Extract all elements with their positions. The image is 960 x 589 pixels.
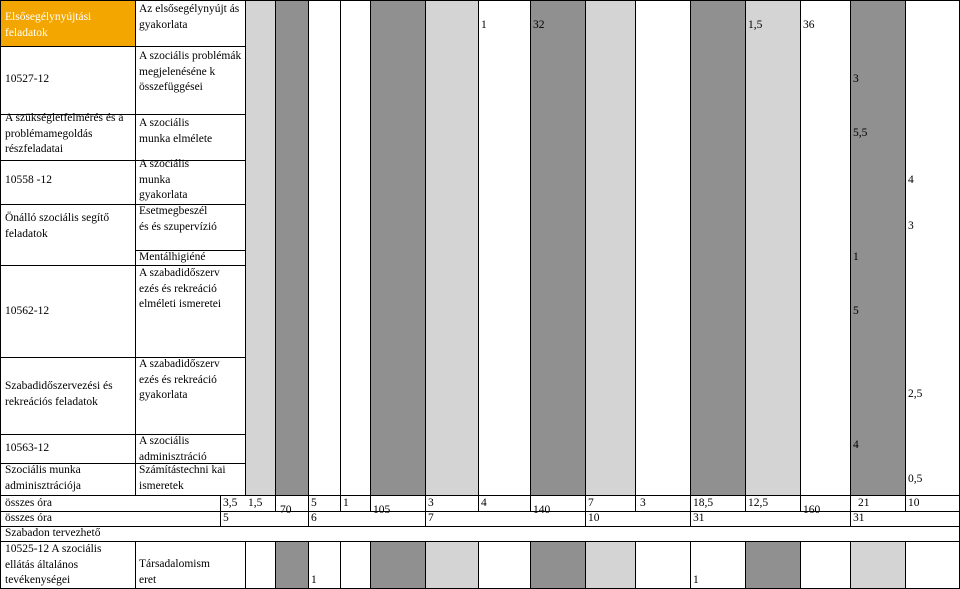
shade-col: [370, 541, 425, 589]
sum-value: 10: [588, 512, 600, 524]
subject-cell: A szabadidőszerv ezés és rekreáció gyakorlata: [139, 358, 220, 401]
module-code: 10563-12: [5, 442, 50, 454]
sum-value: 7: [588, 497, 594, 509]
module-cell: Szociális munka adminisztrációja: [5, 464, 81, 492]
value-cell: 3: [908, 220, 914, 232]
sum-value: 31: [853, 512, 865, 524]
sum-value: 140: [533, 504, 551, 516]
subject-cell: Az elsősegélynyújt ás gyakorlata: [139, 3, 240, 31]
value-cell: 1: [481, 19, 487, 31]
shade-col: [275, 541, 308, 589]
module-cell: Elsősegélynyújtási feladatok: [5, 11, 92, 39]
subject-cell: A szociális munka elmélete: [139, 117, 213, 145]
sum-value: 7: [428, 512, 434, 524]
sum-value: 31: [693, 512, 705, 524]
sum-value: 5: [223, 512, 229, 524]
shade-col: [745, 0, 800, 495]
value-cell: 1,5: [748, 19, 763, 31]
subject-cell: A szabadidőszerv ezés és rekreáció elméleti ismeretei: [139, 267, 222, 310]
value-cell: 4: [908, 174, 914, 186]
sum-label: összes óra: [5, 497, 52, 509]
sum-value: 6: [311, 512, 317, 524]
value-cell: 3: [853, 73, 859, 85]
sum-value: 1: [343, 497, 349, 509]
shade-col: [690, 0, 745, 495]
subject-cell: Számítástechni kai ismeretek: [139, 464, 226, 492]
sum-value: 4: [481, 497, 487, 509]
section-label: Szabadon tervezhető: [5, 527, 101, 539]
subject-cell: Társadalomism eret: [139, 558, 210, 586]
value-cell: 32: [533, 19, 545, 31]
shade-col: [745, 541, 800, 589]
shade-col: [850, 541, 905, 589]
shade-col: [530, 0, 585, 495]
value-cell: 1: [693, 574, 699, 586]
module-code: 10527-12: [5, 73, 50, 85]
sum-value: 160: [803, 504, 821, 516]
value-cell: 1: [311, 574, 317, 586]
module-cell: Szabadidőszervezési és rekreációs feladatok: [5, 380, 113, 408]
value-cell: 5: [853, 305, 859, 317]
sum-value: 105: [373, 504, 391, 516]
sum-value: 3,5: [223, 497, 238, 509]
sum-value: 1,5: [248, 497, 263, 509]
shade-col: [275, 0, 308, 495]
sum-value: 5: [311, 497, 317, 509]
subject-cell: Esetmegbeszél és és szupervízió: [139, 205, 217, 233]
sum-value: 3: [640, 497, 646, 509]
module-cell: 10525-12 A szociális ellátás általános tevékenységei: [5, 543, 102, 586]
value-cell: 4: [853, 439, 859, 451]
subject-cell: A szociális munka gyakorlata: [139, 158, 190, 201]
value-cell: 2,5: [908, 388, 923, 400]
shade-col: [530, 541, 585, 589]
module-cell: Önálló szociális segítő feladatok: [5, 212, 110, 240]
sum-value: 21: [858, 497, 870, 509]
module-code: 10558 -12: [5, 174, 52, 186]
sum-value: 10: [908, 497, 920, 509]
value-cell: 1: [853, 251, 859, 263]
shade-col: [585, 0, 635, 495]
value-cell: 0,5: [908, 473, 923, 485]
sum-label: összes óra: [5, 512, 52, 524]
shade-col: [245, 0, 275, 495]
shade-col: [425, 541, 478, 589]
subject-cell: A szociális problémák megjelenéséne k összefüggései: [139, 50, 242, 93]
sum-value: 12,5: [748, 497, 769, 509]
sum-value: 18,5: [693, 497, 714, 509]
value-cell: 5,5: [853, 127, 868, 139]
shade-col: [585, 541, 635, 589]
subject-cell: A szociális adminisztráció: [139, 435, 207, 463]
module-code: 10562-12: [5, 305, 50, 317]
shade-col: [370, 0, 425, 495]
sum-value: 70: [280, 504, 292, 516]
value-cell: 36: [803, 19, 815, 31]
subject-cell: Mentálhigiéné: [139, 251, 206, 263]
sum-value: 3: [428, 497, 434, 509]
module-cell: A szükségletfelmérés és a problémamegoldás részfeladatai: [5, 112, 124, 155]
shade-col: [425, 0, 478, 495]
